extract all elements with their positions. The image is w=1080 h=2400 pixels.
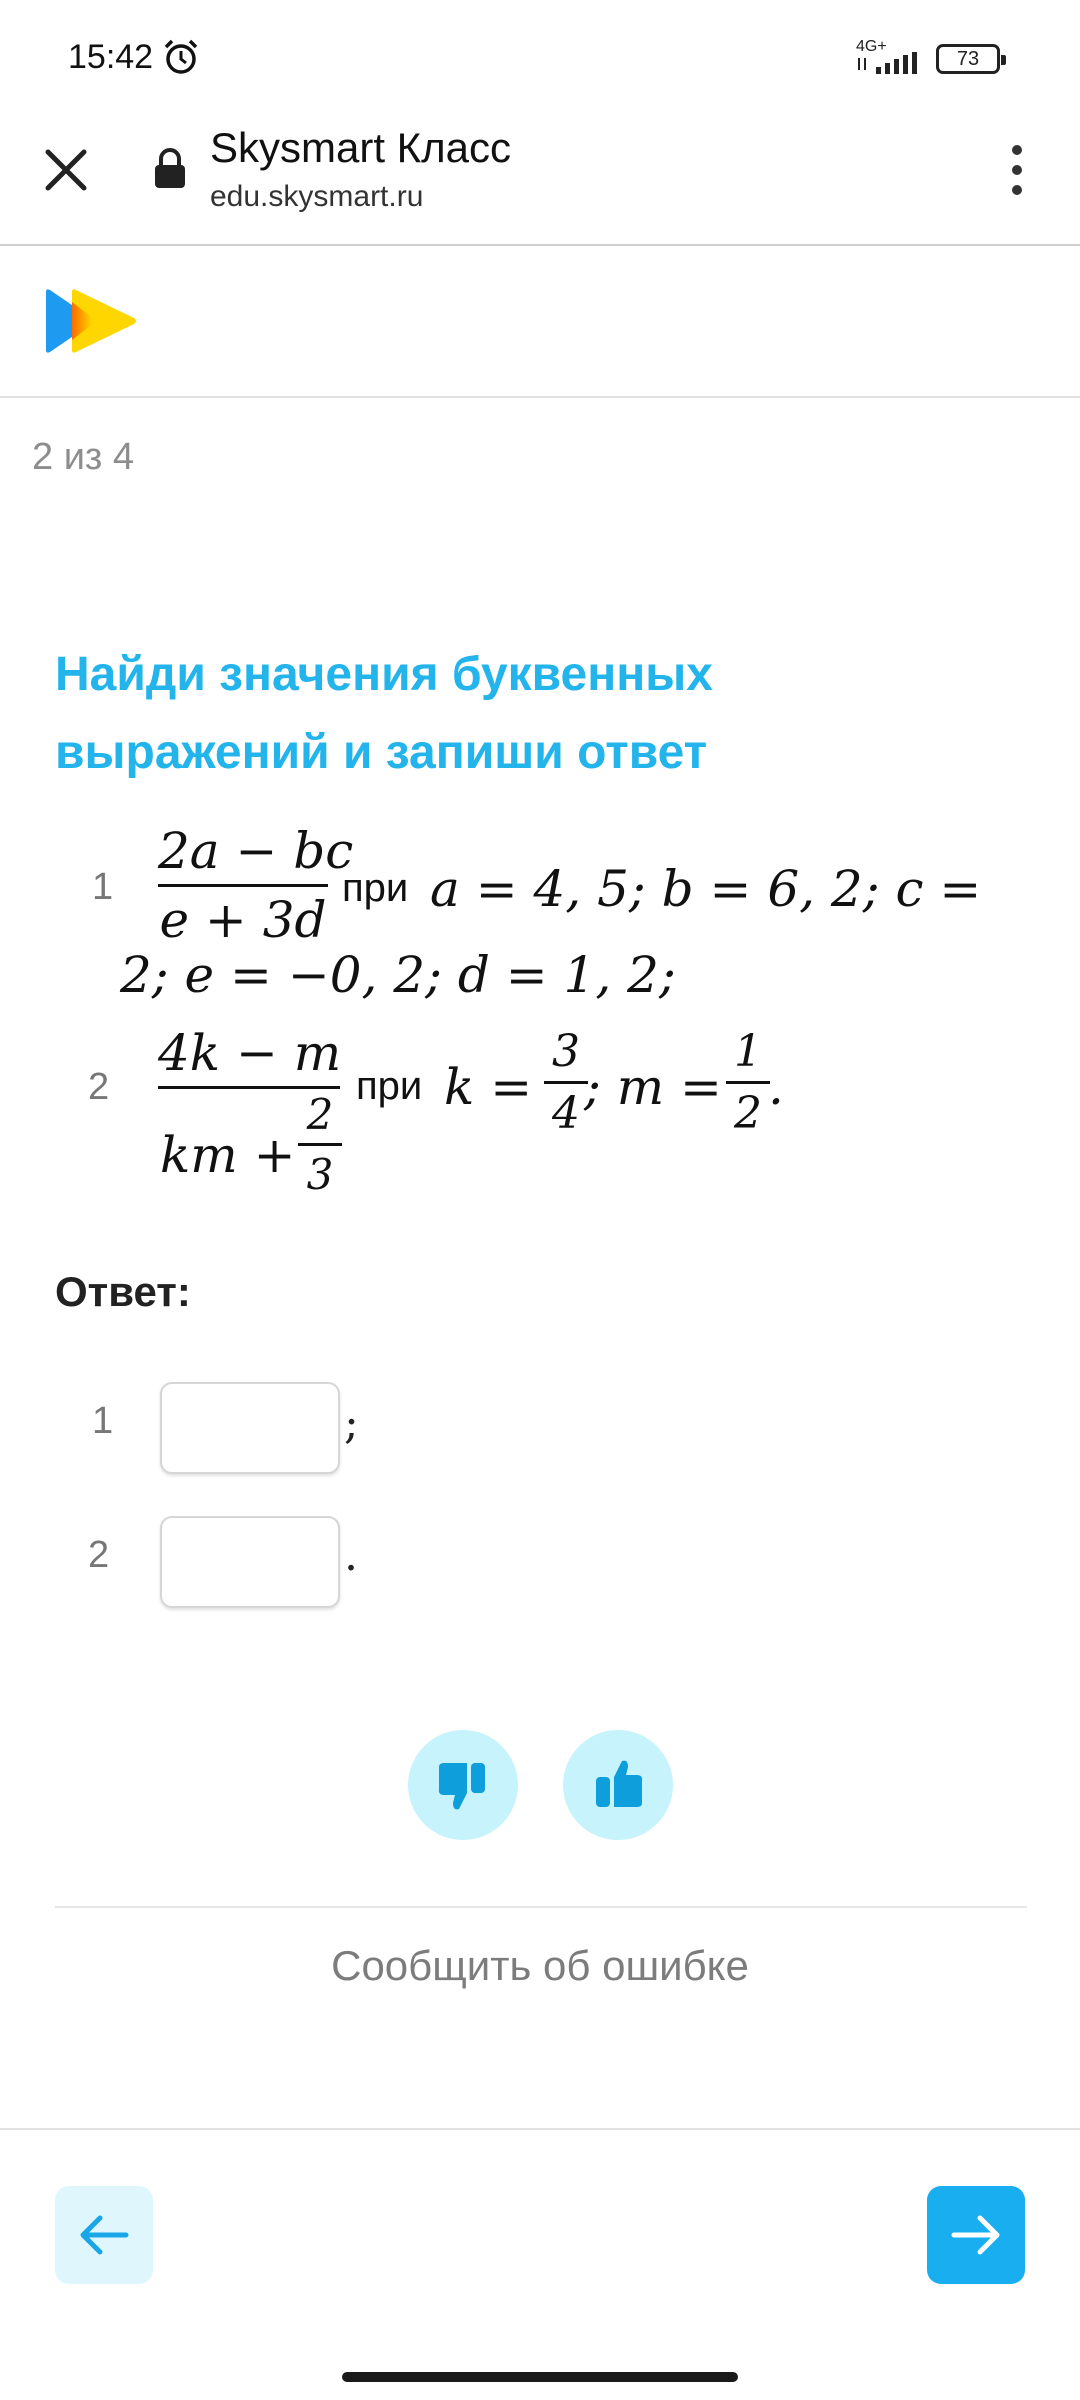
bottom-navigation [0, 2128, 1080, 2362]
answer-input-1[interactable] [160, 1382, 340, 1474]
arrow-right-icon [946, 2205, 1006, 2265]
like-button[interactable] [563, 1730, 673, 1840]
item-2-denominator-fraction [298, 1090, 342, 1199]
task-title-line-2: выражений и запиши ответ [55, 726, 708, 779]
next-button[interactable] [927, 2186, 1025, 2284]
fraction-denominator: e + 3d [159, 891, 327, 949]
lock-icon [152, 146, 188, 190]
item-1-word: при [342, 866, 409, 910]
site-header [0, 248, 1080, 398]
thumbs-down-icon [435, 1757, 491, 1813]
fraction-numerator: 3 [552, 1026, 580, 1077]
fraction-numerator: 1 [734, 1026, 762, 1077]
item-1-conditions-line-2: 2; e = −0, 2; d = 1, 2; [120, 946, 676, 1004]
site-url[interactable]: edu.skysmart.ru [210, 180, 424, 213]
item-2-denominator-main: km + [160, 1126, 296, 1184]
network-type: 4G+ [856, 38, 887, 55]
fraction-numerator: 2 [306, 1090, 334, 1139]
alarm-icon [162, 38, 200, 76]
previous-button[interactable] [55, 2186, 153, 2284]
fraction-denominator: 3 [306, 1150, 334, 1199]
status-time: 15:42 [68, 38, 154, 76]
item-number: 2 [88, 1066, 110, 1108]
fraction-denominator: 2 [734, 1088, 762, 1139]
browser-toolbar [0, 110, 1080, 246]
item-number: 1 [92, 866, 114, 908]
dislike-button[interactable] [408, 1730, 518, 1840]
answer-input-2[interactable] [160, 1516, 340, 1608]
fraction-numerator: 4k − m [158, 1024, 342, 1082]
item-2-condition-k: k = [444, 1058, 533, 1116]
task-title-line-1: Найди значения буквенных [55, 648, 713, 701]
answer-label: Ответ: [55, 1268, 191, 1315]
status-bar [0, 0, 1080, 110]
signal-icon [856, 52, 922, 74]
fraction-denominator: 4 [552, 1088, 580, 1139]
home-indicator[interactable] [342, 2372, 738, 2382]
k-fraction [544, 1026, 588, 1139]
answer-number: 1 [92, 1400, 114, 1442]
item-2-fraction [158, 1024, 340, 1093]
report-error-link[interactable]: Сообщить об ошибке [331, 1942, 749, 1989]
answer-number: 2 [88, 1534, 110, 1576]
item-1-fraction [158, 822, 354, 949]
battery-icon [936, 44, 1000, 74]
fraction-numerator: 2a − bc [158, 822, 354, 880]
task-title [55, 636, 955, 792]
close-icon[interactable] [40, 144, 92, 196]
thumbs-up-icon [590, 1757, 646, 1813]
m-fraction [726, 1026, 770, 1139]
item-2-word: при [356, 1064, 423, 1108]
task-progress: 2 из 4 [32, 436, 135, 478]
site-title: Skysmart Класс [210, 124, 512, 171]
more-vert-icon[interactable] [1000, 140, 1034, 200]
divider [55, 1906, 1027, 1908]
item-2-end: . [768, 1058, 784, 1116]
item-1-conditions-line-1: a = 4, 5; b = 6, 2; c = [430, 860, 982, 918]
arrow-left-icon [74, 2205, 134, 2265]
item-2-condition-m: ; m = [584, 1058, 722, 1116]
answer-end: . [344, 1530, 358, 1581]
answer-separator: ; [344, 1398, 359, 1449]
battery-level: 73 [956, 48, 980, 70]
skysmart-logo[interactable] [42, 288, 138, 354]
